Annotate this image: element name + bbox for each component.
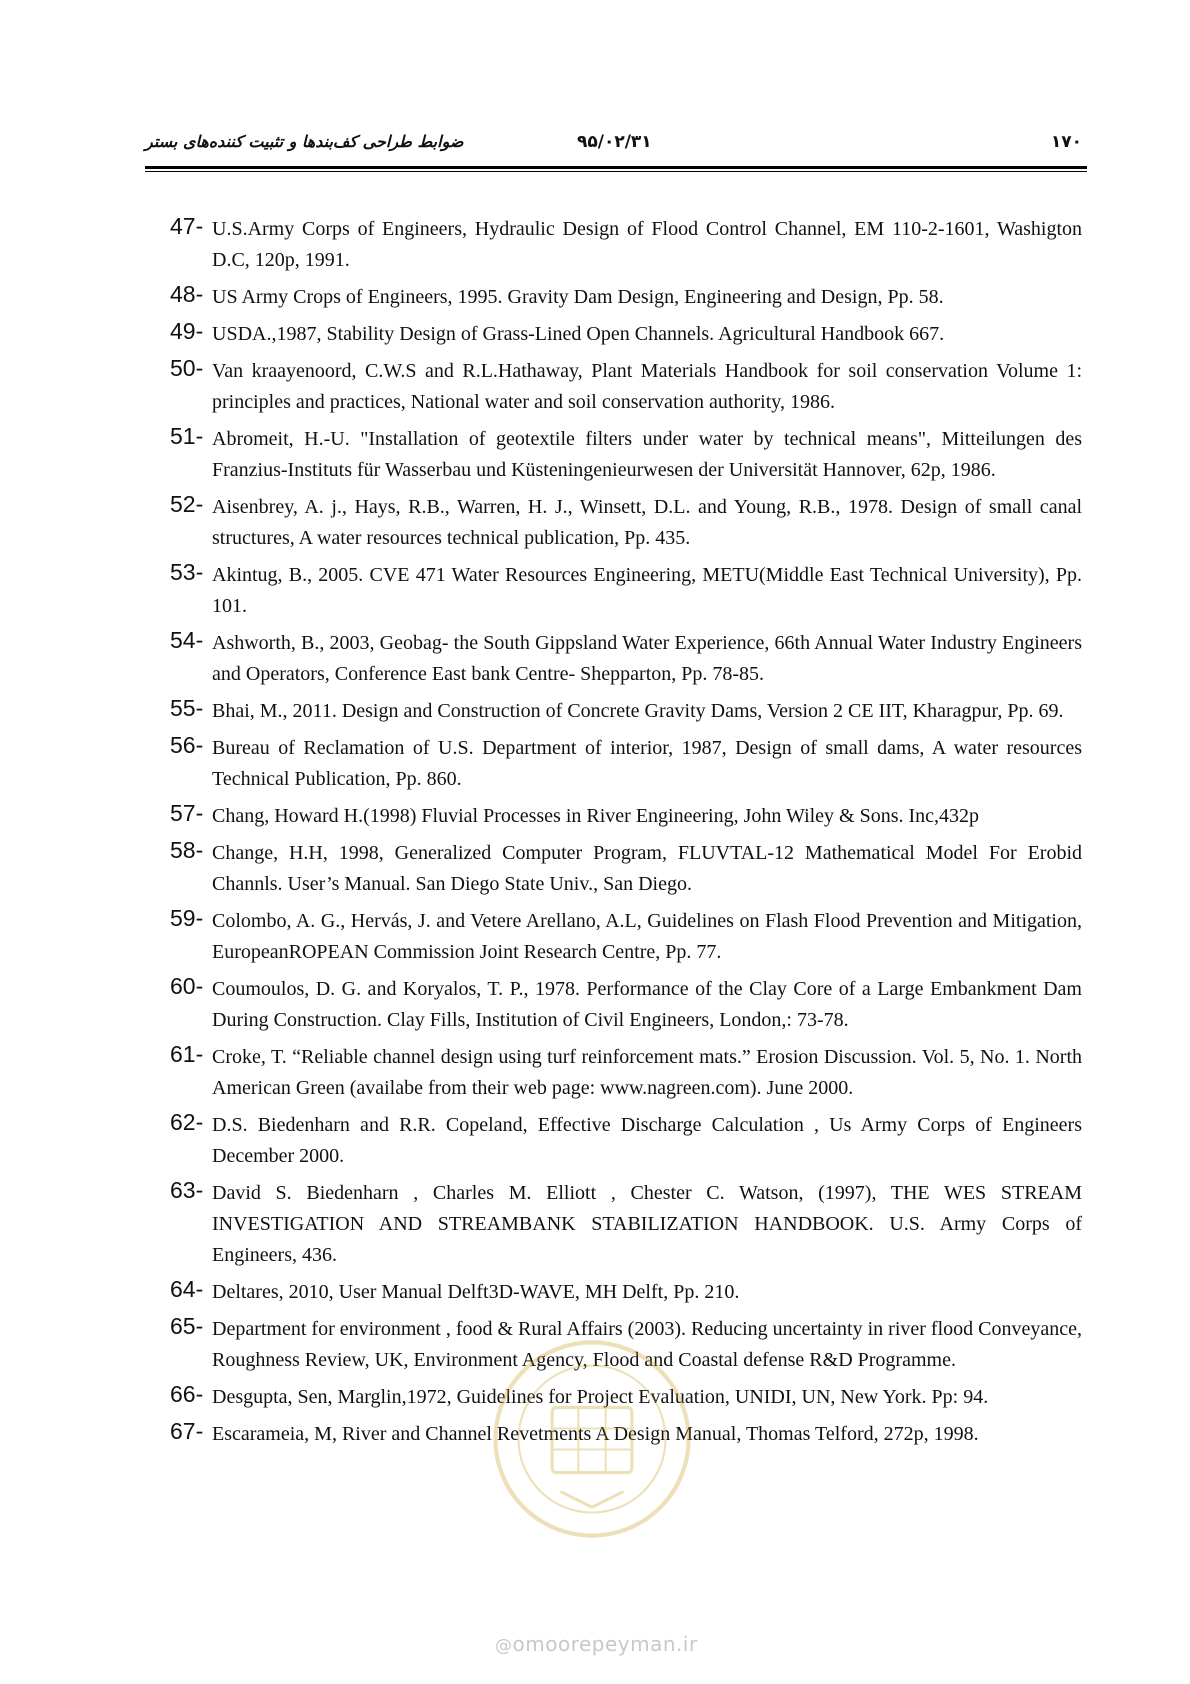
reference-item — [170, 974, 1082, 1036]
reference-number: 54- — [170, 627, 204, 653]
reference-item — [170, 560, 1082, 622]
reference-item — [170, 906, 1082, 968]
reference-number: 47- — [170, 213, 204, 239]
reference-text: USDA.,1987, Stability Design of Grass-Lined Open Channels. Agricultural Handbook 667. — [212, 323, 945, 345]
reference-item — [170, 424, 1082, 486]
reference-text: David S. Biedenharn , Charles M. Elliott , Chester C. Watson, (1997), THE WES STREAM INVESTIGATION AND STREAMBANK STABILIZATION HANDBOOK. U.S. Army Corps of Engineers, 436. — [212, 1182, 1082, 1266]
reference-text: Bhai, M., 2011. Design and Construction of Concrete Gravity Dams, Version 2 CE IIT, Kharagpur, Pp. 69. — [212, 700, 1064, 722]
reference-text: Van kraayenoord, C.W.S and R.L.Hathaway, Plant Materials Handbook for soil conservation Volume 1: principles and practices, National water and soil conservation authority, 1986. — [212, 360, 1082, 413]
reference-text: US Army Crops of Engineers, 1995. Gravity Dam Design, Engineering and Design, Pp. 58. — [212, 286, 944, 308]
reference-item — [170, 214, 1082, 276]
reference-number: 53- — [170, 559, 204, 585]
reference-number: 51- — [170, 423, 204, 449]
reference-item — [170, 356, 1082, 418]
reference-number: 60- — [170, 973, 204, 999]
reference-item — [170, 696, 1082, 727]
reference-number: 55- — [170, 695, 204, 721]
reference-text: Chang, Howard H.(1998) Fluvial Processes in River Engineering, John Wiley & Sons. Inc,432p — [212, 805, 980, 827]
reference-number: 66- — [170, 1381, 204, 1407]
reference-number: 49- — [170, 318, 204, 344]
reference-item — [170, 628, 1082, 690]
running-header — [140, 128, 1090, 168]
reference-item — [170, 801, 1082, 832]
header-date: ۹۵/۰۲/۳۱ — [577, 132, 652, 152]
header-rule-thin — [145, 171, 1087, 172]
reference-text: Deltares, 2010, User Manual Delft3D-WAVE, MH Delft, Pp. 210. — [212, 1281, 740, 1303]
reference-text: Ashworth, B., 2003, Geobag- the South Gippsland Water Experience, 66th Annual Water Industry Engineers and Operators, Conference East bank Centre- Shepparton, Pp. 78-85. — [212, 632, 1082, 685]
reference-text: Colombo, A. G., Hervás, J. and Vetere Arellano, A.L, Guidelines on Flash Flood Prevention and Mitigation, EuropeanROPEAN Commission Joint Research Centre, Pp. 77. — [212, 910, 1082, 963]
reference-text: U.S.Army Corps of Engineers, Hydraulic Design of Flood Control Channel, EM 110-2-1601, Washigton D.C, 120p, 1991. — [212, 218, 1082, 271]
reference-number: 48- — [170, 281, 204, 307]
reference-number: 58- — [170, 837, 204, 863]
reference-text: Coumoulos, D. G. and Koryalos, T. P., 1978. Performance of the Clay Core of a Large Embankment Dam During Construction. Clay Fills, Institution of Civil Engineers, London,: 73-78. — [212, 978, 1082, 1031]
reference-number: 50- — [170, 355, 204, 381]
reference-item — [170, 838, 1082, 900]
reference-number: 57- — [170, 800, 204, 826]
reference-number: 67- — [170, 1418, 204, 1444]
watermark-site-text: omoorepeyman.ir — [512, 1632, 698, 1656]
reference-item — [170, 1042, 1082, 1104]
reference-item — [170, 492, 1082, 554]
reference-text: Bureau of Reclamation of U.S. Department of interior, 1987, Design of small dams, A water resources Technical Publication, Pp. 860. — [212, 737, 1082, 790]
reference-text: Escarameia, M, River and Channel Revetments A Design Manual, Thomas Telford, 272p, 1998. — [212, 1423, 979, 1445]
reference-item — [170, 1178, 1082, 1271]
reference-item — [170, 733, 1082, 795]
reference-text: Desgupta, Sen, Marglin,1972, Guidelines for Project Evaluation, UNIDI, UN, New York. Pp: 94. — [212, 1386, 989, 1408]
reference-text: Croke, T. “Reliable channel design using turf reinforcement mats.” Erosion Discussion. Vol. 5, No. 1. North American Green (availabe from their web page: www.nagreen.com). June 2000. — [212, 1046, 1082, 1099]
watermark-site — [495, 1632, 698, 1656]
reference-number: 62- — [170, 1109, 204, 1135]
running-title: ضوابط طراحی کف‌بندها و تثبیت کننده‌های بستر — [145, 132, 464, 151]
reference-text: Change, H.H, 1998, Generalized Computer Program, FLUVTAL-12 Mathematical Model For Erobid Channls. User’s Manual. San Diego State Univ., San Diego. — [212, 842, 1082, 895]
reference-text: Abromeit, H.-U. "Installation of geotextile filters under water by technical means", Mitteilungen des Franzius-Instituts für Wasserbau und Küsteningenieurwesen der Universität Hannover, 62p, 1986. — [212, 428, 1082, 481]
reference-item — [170, 319, 1082, 350]
header-rule-thick — [145, 166, 1087, 169]
reference-text: D.S. Biedenharn and R.R. Copeland, Effective Discharge Calculation , Us Army Corps of Engineers December 2000. — [212, 1114, 1082, 1167]
at-icon: @ — [495, 1636, 513, 1656]
reference-number: 61- — [170, 1041, 204, 1067]
reference-number: 64- — [170, 1276, 204, 1302]
reference-text: Aisenbrey, A. j., Hays, R.B., Warren, H. J., Winsett, D.L. and Young, R.B., 1978. Design of small canal structures, A water resources technical publication, Pp. 435. — [212, 496, 1082, 549]
page-number: ۱۷۰ — [1050, 132, 1082, 152]
reference-item — [170, 1110, 1082, 1172]
reference-number: 56- — [170, 732, 204, 758]
reference-number: 52- — [170, 491, 204, 517]
reference-text: Akintug, B., 2005. CVE 471 Water Resources Engineering, METU(Middle East Technical University), Pp. 101. — [212, 564, 1082, 617]
reference-number: 65- — [170, 1313, 204, 1339]
watermark-logo — [487, 1334, 697, 1544]
reference-list — [170, 214, 1082, 1456]
reference-item — [170, 282, 1082, 313]
reference-text: Department for environment , food & Rural Affairs (2003). Reducing uncertainty in river flood Conveyance, Roughness Review, UK, Environment Agency, Flood and Coastal defense R&D Programme. — [212, 1318, 1082, 1371]
reference-number: 63- — [170, 1177, 204, 1203]
reference-number: 59- — [170, 905, 204, 931]
reference-item — [170, 1277, 1082, 1308]
